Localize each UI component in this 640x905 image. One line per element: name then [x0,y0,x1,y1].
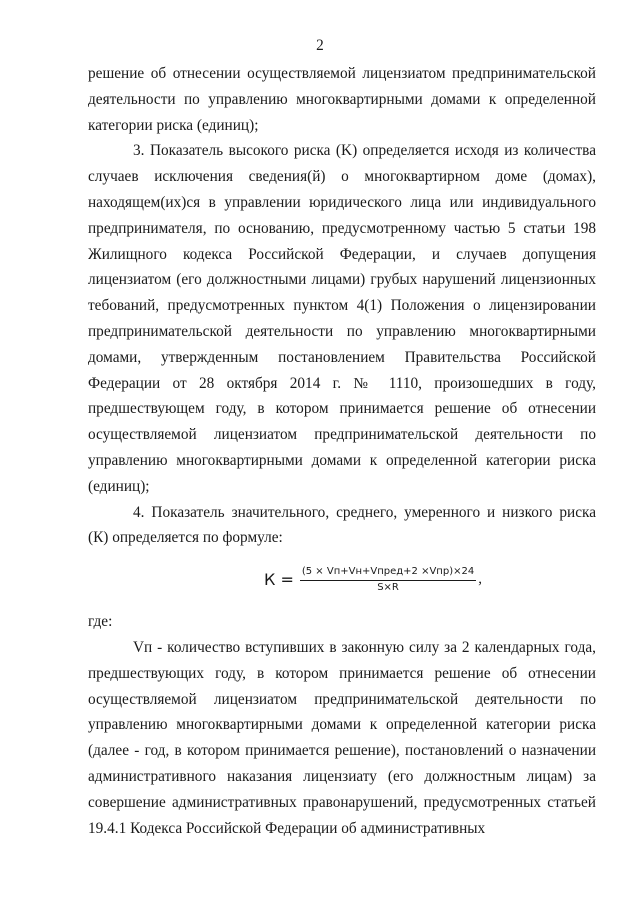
formula-comma: , [478,571,482,588]
paragraph-4-formula-intro: 4. Показатель значительного, среднего, умеренного и низкого риска (К) определяется по формуле: [88,503,596,547]
where-label: где: [88,613,113,631]
body-text [88,61,596,841]
formula-numerator: (5 × Vп+Vн+Vпред+2 ×Vпр)×24 [300,566,476,581]
risk-formula [88,551,596,609]
paragraph-3-high-risk: 3. Показатель высокого риска (K) определяется исходя из количества случаев исключения сведения(й) о многоквартирном доме (домах), находящем(их)ся в управлении юридического лица или индивидуального предпринимателя, по основанию, предусмотренному частью 5 статьи 198 Жилищного кодекса Российской Федерации, и случаев допущения лицензиатом (его должностными лицами) грубых нарушений лицензионных тебований, предусмотренных пунктом 4(1) Положения о лицензировании предпринимательской деятельности по управлению многоквартирными домами, утвержденным постановлением Правительства Российской Федерации от 28 октября 2014 г. № 1110, произошедших в году, предшествующем году, в котором принимается решение об отнесении осуществляемой лицензиатом предпринимательской деятельности по управлению многоквартирными домами к определенной категории риска (единиц); [88,142,596,495]
formula-lhs: К = [264,570,294,590]
paragraph-vp-definition: Vп - количество вступивших в законную силу за 2 календарных года, предшествующих году, в котором принимается решение об отнесении осуществляемой лицензиатом предпринимательской деятельности по управлению многоквартирными домами к определенной категории риска (далее - год, в котором принимается решение), постановлений о назначении административного наказания лицензиату (его должностным лицам) за совершение административных правонарушений, предусмотренных статьей 19.4.1 Кодекса Российской Федерации об административных [88,638,596,837]
formula-fraction [300,566,476,594]
formula-denominator: S×R [377,582,399,594]
page-number: 2 [316,37,324,54]
paragraph-continuation: решение об отнесении осуществляемой лицензиатом предпринимательской деятельности по управлению многоквартирными домами к определенной категории риска (единиц); [88,65,596,134]
